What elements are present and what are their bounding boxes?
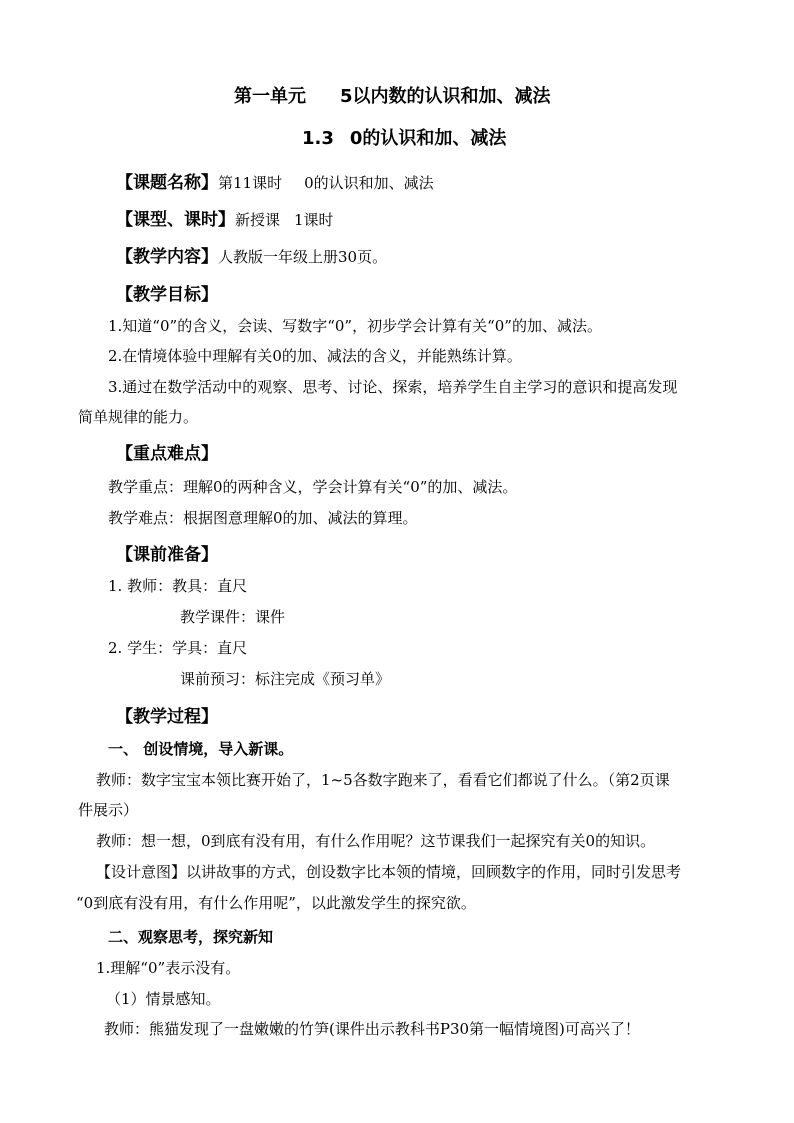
type-hours: 1课时 — [294, 211, 334, 229]
design-intent-cont: “0到底有没有用，有什么作用呢”，以此激发学生的探究欲。 — [76, 894, 476, 912]
prep-student-preview: 课前预习：标注完成《预习单》 — [180, 670, 391, 688]
prep-heading: 【课前准备】 — [116, 545, 218, 565]
topic-row — [116, 172, 434, 194]
goal-3: 3.通过在数学活动中的观察、思考、讨论、探索，培养学生自主学习的意识和提高发现 — [108, 378, 678, 396]
unit-number: 第一单元 — [234, 86, 306, 107]
key-heading: 【重点难点】 — [116, 444, 218, 464]
teacher-line-2: 教师：想一想，0到底有没有用，有什么作用呢？这节课我们一起探究有关0的知识。 — [96, 832, 656, 850]
type-label: 【课型、课时】 — [116, 210, 235, 230]
teacher-line-1-cont: 件展示） — [78, 801, 139, 819]
understanding-1: 1.理解“0”表示没有。 — [96, 959, 241, 977]
prep-student: 2. 学生：学具：直尺 — [108, 639, 248, 657]
process-heading: 【教学过程】 — [116, 707, 218, 727]
topic-name: 0的认识和加、减法 — [304, 174, 434, 192]
goal-3-cont: 简单规律的能力。 — [78, 408, 199, 426]
type-row — [116, 209, 334, 231]
lesson-name: 0的认识和加、减法 — [349, 128, 507, 149]
topic-label: 【课题名称】 — [116, 173, 218, 193]
unit-name: 5以内数的认识和加、减法 — [340, 86, 551, 107]
content-row — [116, 246, 387, 268]
lesson-title — [302, 128, 506, 150]
prep-teacher: 1. 教师：教具：直尺 — [108, 577, 248, 595]
section-1-heading: 一、 创设情境，导入新课。 — [108, 740, 294, 758]
teacher-line-3: 教师：熊猫发现了一盘嫩嫩的竹笋(课件出示教科书P30第一幅情境图)可高兴了！ — [104, 1020, 640, 1038]
teacher-line-1: 教师：数字宝宝本领比赛开始了，1~5各数字跑来了，看看它们都说了什么。（第2页课 — [96, 771, 670, 789]
type-value: 新授课 — [235, 211, 281, 229]
section-2-heading: 二、观察思考，探究新知 — [108, 928, 274, 946]
difficult-point: 教学难点：根据图意理解0的加、减法的算理。 — [108, 509, 418, 527]
goal-2: 2.在情境体验中理解有关0的加、减法的含义，并能熟练计算。 — [108, 347, 522, 365]
goal-1: 1.知道“0”的含义，会读、写数字“0”，初步学会计算有关“0”的加、减法。 — [108, 317, 602, 335]
scene-perception: （1）情景感知。 — [106, 990, 221, 1008]
content-value: 人教版一年级上册30页。 — [218, 248, 388, 266]
design-intent: 【设计意图】以讲故事的方式，创设数字比本领的情境，回顾数字的作用，同时引发思考 — [96, 863, 682, 881]
key-point: 教学重点：理解0的两种含义，学会计算有关“0”的加、减法。 — [108, 478, 518, 496]
prep-teacher-courseware: 教学课件：课件 — [180, 608, 286, 626]
content-label: 【教学内容】 — [116, 247, 218, 267]
unit-title — [234, 86, 551, 108]
lesson-number: 1.3 — [302, 128, 334, 149]
goals-heading: 【教学目标】 — [116, 285, 218, 305]
topic-value: 第11课时 — [218, 174, 283, 192]
